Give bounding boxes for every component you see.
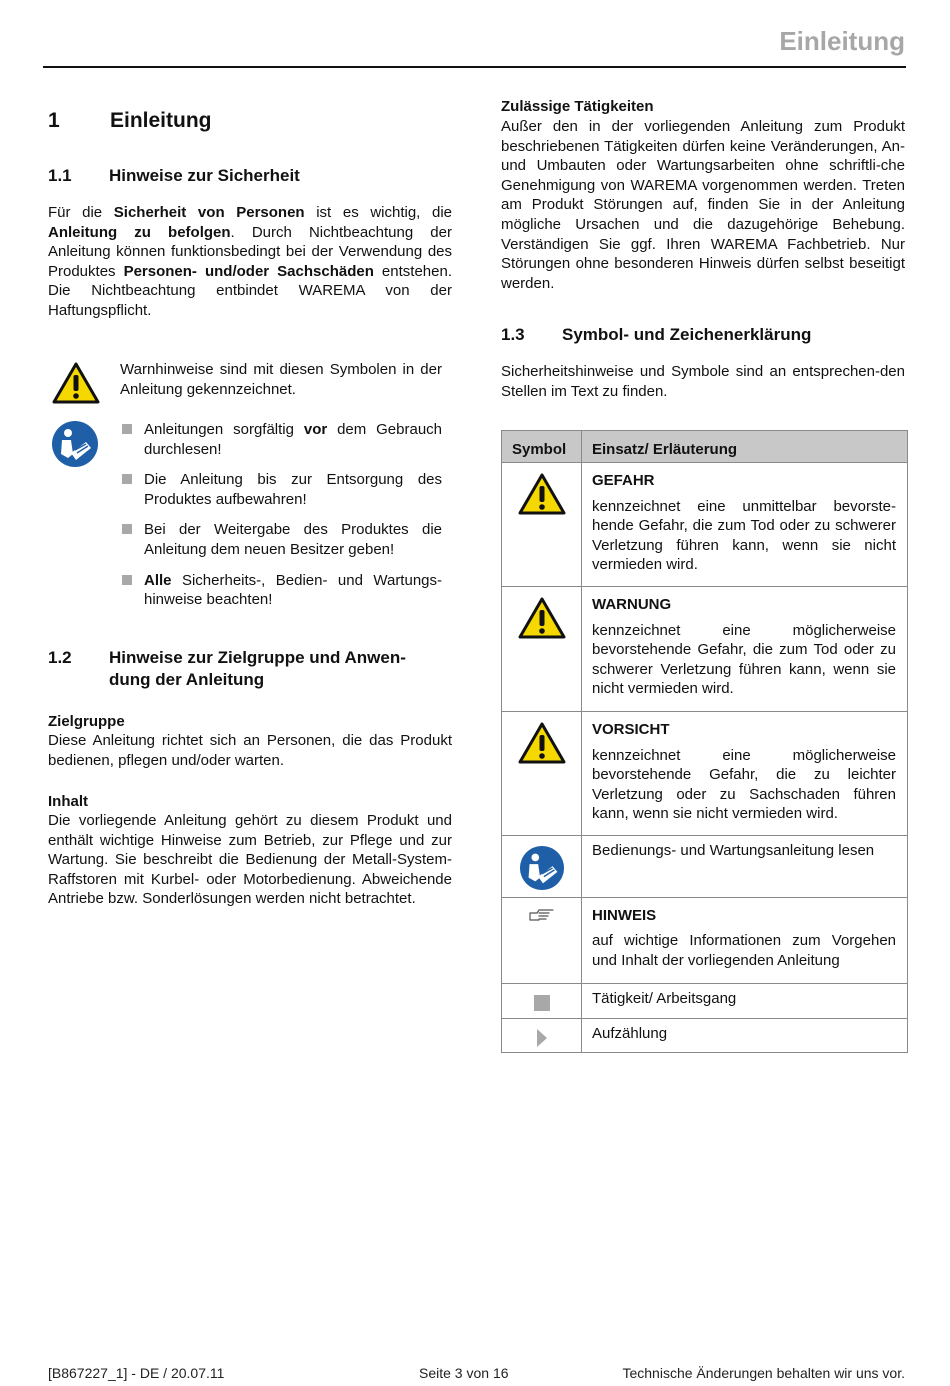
bullet-list [120,420,442,621]
bold-run: vor [303,421,328,438]
header-divider [43,66,906,68]
list-item [120,470,442,509]
list-item [120,571,442,610]
square-bullet-icon [122,424,132,434]
section-title: Symbol- und Zeichenerklärung [562,325,812,344]
square-bullet-icon [122,575,132,585]
explanation-cell [582,712,908,836]
text-run: Bei der Weitergabe des Produktes die Anleitung dem neuen Besitzer geben! [144,521,442,558]
bold-run: Sicherheit von Personen [113,204,305,221]
list-item [120,520,442,559]
read-manual-icon [519,845,565,891]
safety-paragraph [48,203,452,321]
footer-page-number: Seite 3 von 16 [419,1365,509,1381]
read-manual-icon [51,420,99,468]
text-run: ist es wichtig, die [304,204,452,221]
square-bullet-icon [122,474,132,484]
table-row [502,712,908,836]
warning-triangle-icon [518,473,566,515]
square-bullet-icon [122,524,132,534]
list-item [120,420,442,459]
chapter-title: Einleitung [110,109,212,132]
bold-run: Alle [144,571,172,589]
bold-run: Personen- und/oder Sachschäden [123,262,374,280]
column-header-symbol: Symbol [502,431,582,463]
section-heading-1-2 [48,647,452,691]
row-text: kennzeichnet eine möglicherweise bevorstehende Gefahr, die zu leichter Verletzung oder zu Sachschaden führen kann, wenn sie nicht vermieden wird. [592,746,896,823]
symbol-intro-paragraph: Sicherheitshinweise und Symbole sind an entsprechen-den Stellen im Text zu finden. [501,363,905,400]
zulaessig-paragraph: Außer den in der vorliegenden Anleitung zum Produkt beschriebenen Tätigkeiten dürfen keine Veränderungen, An- und Umbauten oder Wartungsarbeiten ohne schriftli-che Genehmigung von WAREMA vorgenommen werden. Treten am Produkt Störungen auf, finden Sie in der Anleitung mögliche Ursachen und die dazugehörige Behebung. Verständigen Sie ggf. Ihren WAREMA Fachbetrieb. Nur Störungen ohne besonderen Hinweis dürfen selbst beseitigt werden. [501,118,905,292]
text-run: entstehen. Die Nichtbeachtung entbindet WAREMA von der Haftungspflicht. [48,262,452,319]
header-title: Einleitung [779,26,905,56]
text-run: Die Anleitung bis zur Entsorgung des Produktes aufbewahren! [144,471,442,508]
text-run: . Durch Nichtbeachtung der Anleitung können funktionsbedingt bei der Verwendung des Produktes [48,223,452,280]
table-row [502,836,908,898]
section-number: 1.1 [48,166,72,185]
table-row [502,587,908,712]
row-text: auf wichtige Informationen zum Vorgehen und Inhalt der vorliegenden Anleitung [592,932,896,969]
zielgruppe-paragraph: Diese Anleitung richtet sich an Personen, die das Produkt bedienen, pflegen und/oder warten. [48,732,452,769]
section-title: Hinweise zur Sicherheit [109,166,300,185]
row-text: Tätigkeit/ Arbeitsgang [592,989,737,1007]
text-run: dem Gebrauch durchlesen! [144,421,443,458]
symbol-cell [502,463,582,587]
explanation-cell [582,587,908,712]
section-number: 1.2 [48,648,72,667]
column-header-explanation: Einsatz/ Erläuterung [582,431,908,463]
explanation-cell [582,983,908,1018]
symbol-cell [502,836,582,898]
table-row [502,897,908,983]
table-row [502,463,908,587]
text-run: Sicherheits-, Bedien- und Wartungs-hinweise beachten! [144,571,442,609]
row-text: kennzeichnet eine möglicherweise bevorstehende Gefahr, die zum Tod oder zu schwerer Verletzung führen kann, wenn sie nicht vermieden wird. [592,621,896,698]
row-title: GEFAHR [592,472,655,489]
row-title: HINWEIS [592,906,657,924]
explanation-cell [582,836,908,898]
section-number: 1.3 [501,325,525,344]
inhalt-paragraph: Die vorliegende Anleitung gehört zu diesem Produkt und enthält wichtige Hinweise zum Betrieb, zur Pflege und zur Wartung. Sie beschreibt die Bedienung der Metall-System-Raffstoren mit Kurbel- oder Motorbedienung. Abweichende Antriebe bzw. Sonderlösungen werden nicht betrachtet. [48,812,452,908]
explanation-cell [582,897,908,983]
section-heading-1-3 [501,324,905,346]
subheading-zielgruppe: Zielgruppe [48,713,125,730]
warning-triangle-icon [518,597,566,639]
explanation-cell [582,463,908,587]
row-title: VORSICHT [592,721,670,738]
text-run: Anleitungen sorgfältig [144,421,304,438]
warning-triangle-icon [52,362,100,404]
subheading-zulaessig: Zulässige Tätigkeiten [501,98,654,115]
row-text: Bedienungs- und Wartungsanleitung lesen [592,842,875,859]
table-row [502,983,908,1018]
footer-document-id: [B867227_1] - DE / 20.07.11 [48,1365,225,1381]
symbol-cell [502,983,582,1018]
symbol-cell [502,712,582,836]
symbol-cell [502,897,582,983]
table-header-row [502,431,908,463]
pointing-hand-icon [529,908,555,922]
warning-note-text: Warnhinweise sind mit diesen Symbolen in der Anleitung gekennzeichnet. [120,361,442,398]
section-title: Hinweise zur Zielgruppe und Anwen- [109,648,406,667]
section-title: dung der Anleitung [109,670,265,689]
row-text: kennzeichnet eine unmittelbar bevorste-hende Gefahr, die zum Tod oder zu schwerer Verletzung führen kann, wenn sie nicht vermieden wird. [592,497,896,574]
warning-triangle-icon [518,722,566,764]
footer-disclaimer: Technische Änderungen behalten wir uns vor. [622,1365,905,1381]
symbol-cell [502,587,582,712]
chapter-number: 1 [48,109,60,132]
text-run: Für die [48,204,114,221]
square-bullet-icon [534,995,550,1011]
row-title: WARNUNG [592,596,672,613]
subheading-inhalt: Inhalt [48,793,88,810]
explanation-cell [582,1018,908,1053]
table-row [502,1018,908,1053]
triangle-bullet-icon [536,1029,548,1047]
row-text: Aufzählung [592,1024,668,1042]
bold-run: Anleitung zu befolgen [48,223,231,241]
symbol-table [501,430,908,1053]
chapter-heading [48,108,212,134]
section-heading-1-1 [48,165,452,187]
symbol-cell [502,1018,582,1053]
